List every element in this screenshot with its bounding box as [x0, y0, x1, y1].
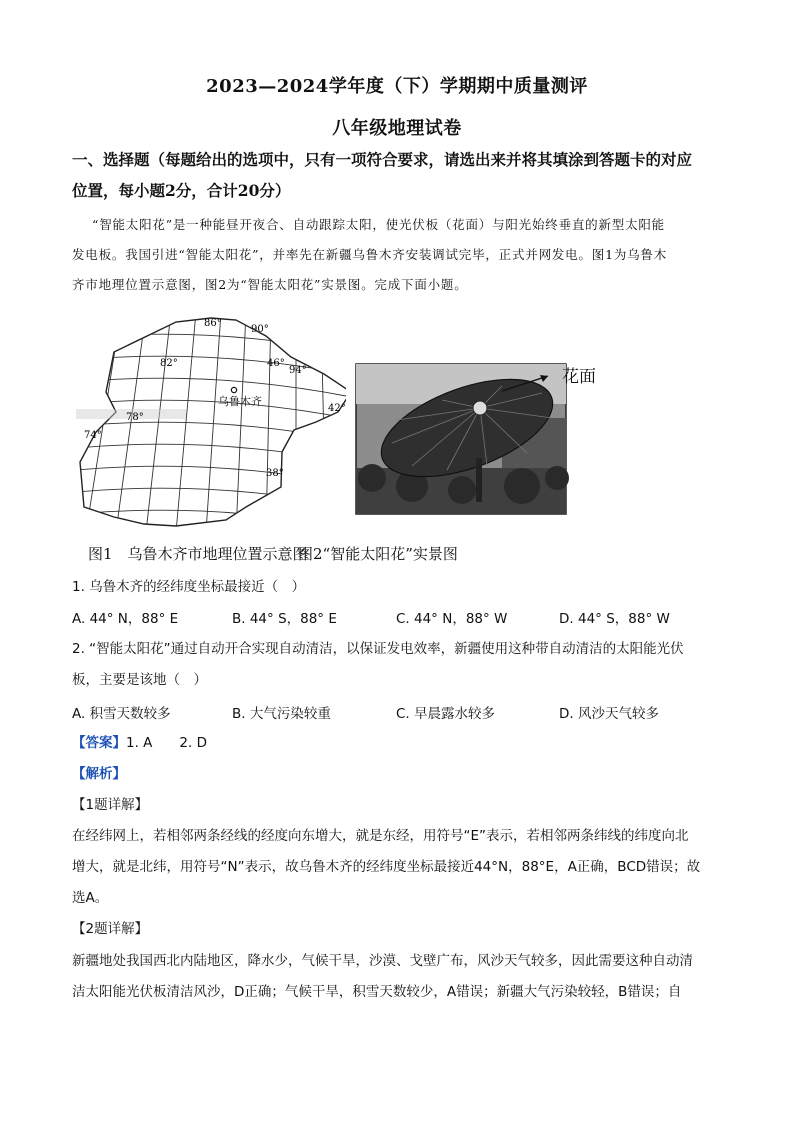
analysis-label: 【解析】	[72, 766, 126, 782]
question-2-option-a: A. 积雪天数较多	[72, 706, 171, 722]
question-2-option-d: D. 风沙天气较多	[559, 706, 659, 722]
exam-subtitle: 八年级地理试卷	[332, 118, 462, 139]
section-heading-line1: 一、选择题（每题给出的选项中，只有一项符合要求，请选出来并将其填涂到答题卡的对应	[72, 150, 693, 169]
figure2-photo	[352, 358, 614, 520]
lon-label-74: 74°	[84, 430, 102, 441]
question-1-option-c: C. 44° N，88° W	[396, 611, 508, 627]
figure2-caption: 图2“智能太阳花”实景图	[298, 545, 458, 563]
lat-label-46: 46°	[267, 358, 285, 369]
figure1-map	[76, 312, 346, 532]
lon-label-86: 86°	[204, 318, 222, 329]
analysis-q1-heading: 【1题详解】	[72, 797, 149, 813]
flower-face-callout: 花面	[562, 367, 596, 387]
section-heading-line2: 位置，每小题2分，合计20分）	[72, 181, 291, 200]
lon-label-94: 94°	[289, 365, 307, 376]
analysis-q2-heading: 【2题详解】	[72, 921, 149, 937]
map-city-label: 乌鲁木齐	[218, 395, 262, 408]
lon-label-90: 90°	[251, 324, 269, 335]
analysis-q2-line2: 洁太阳能光伏板清洁风沙，D正确；气候干旱，积雪天数较少，A错误；新疆大气污染较轻，B错误；自	[72, 984, 682, 1000]
answer-text: 1. A 2. D	[126, 735, 207, 751]
answer-label: 【答案】	[72, 735, 126, 751]
analysis-q1-line3: 选A。	[72, 890, 109, 906]
analysis-q1-line2: 增大，就是北纬，用符号“N”表示，故乌鲁木齐的经纬度坐标最接近44°N，88°E，A正确，BCD错误；故	[72, 859, 701, 875]
question-1-stem: 1. 乌鲁木齐的经纬度坐标最接近（ ）	[72, 579, 306, 595]
question-2-option-c: C. 早晨露水较多	[396, 706, 496, 722]
passage-line3: 齐市地理位置示意图，图2为“智能太阳花”实景图。完成下面小题。	[72, 277, 468, 292]
answer-row	[72, 733, 732, 753]
lon-label-78: 78°	[126, 412, 144, 423]
analysis-q2-line1: 新疆地处我国西北内陆地区，降水少，气候干旱，沙漠、戈壁广布，风沙天气较多，因此需要这种自动清	[72, 953, 693, 969]
passage-line2: 发电板。我国引进“智能太阳花”，并率先在新疆乌鲁木齐安装调试完毕，正式并网发电。图1为乌鲁木	[72, 247, 668, 262]
analysis-q1-line1: 在经纬网上，若相邻两条经线的经度向东增大，就是东经，用符号“E”表示，若相邻两条纬线的纬度向北	[72, 828, 689, 844]
question-2-stem-line1: 2. “智能太阳花”通过自动开合实现自动清洁，以保证发电效率，新疆使用这种带自动清洁的太阳能光伏	[72, 641, 684, 657]
question-1-option-b: B. 44° S，88° E	[232, 611, 337, 627]
lat-label-42: 42°	[328, 403, 346, 414]
exam-title: 2023—2024学年度（下）学期期中质量测评	[206, 76, 588, 97]
lat-label-38: 38°	[266, 468, 284, 479]
lon-label-82: 82°	[160, 358, 178, 369]
figure1-caption: 图1 乌鲁木齐市地理位置示意图	[88, 545, 308, 563]
question-2-option-b: B. 大气污染较重	[232, 706, 331, 722]
question-1-option-d: D. 44° S，88° W	[559, 611, 670, 627]
question-2-stem-line2: 板，主要是该地（ ）	[72, 672, 207, 688]
question-1-option-a: A. 44° N，88° E	[72, 611, 179, 627]
passage-line1: “智能太阳花”是一种能昼开夜合、自动跟踪太阳，使光伏板（花面）与阳光始终垂直的新型太阳能	[92, 217, 665, 232]
